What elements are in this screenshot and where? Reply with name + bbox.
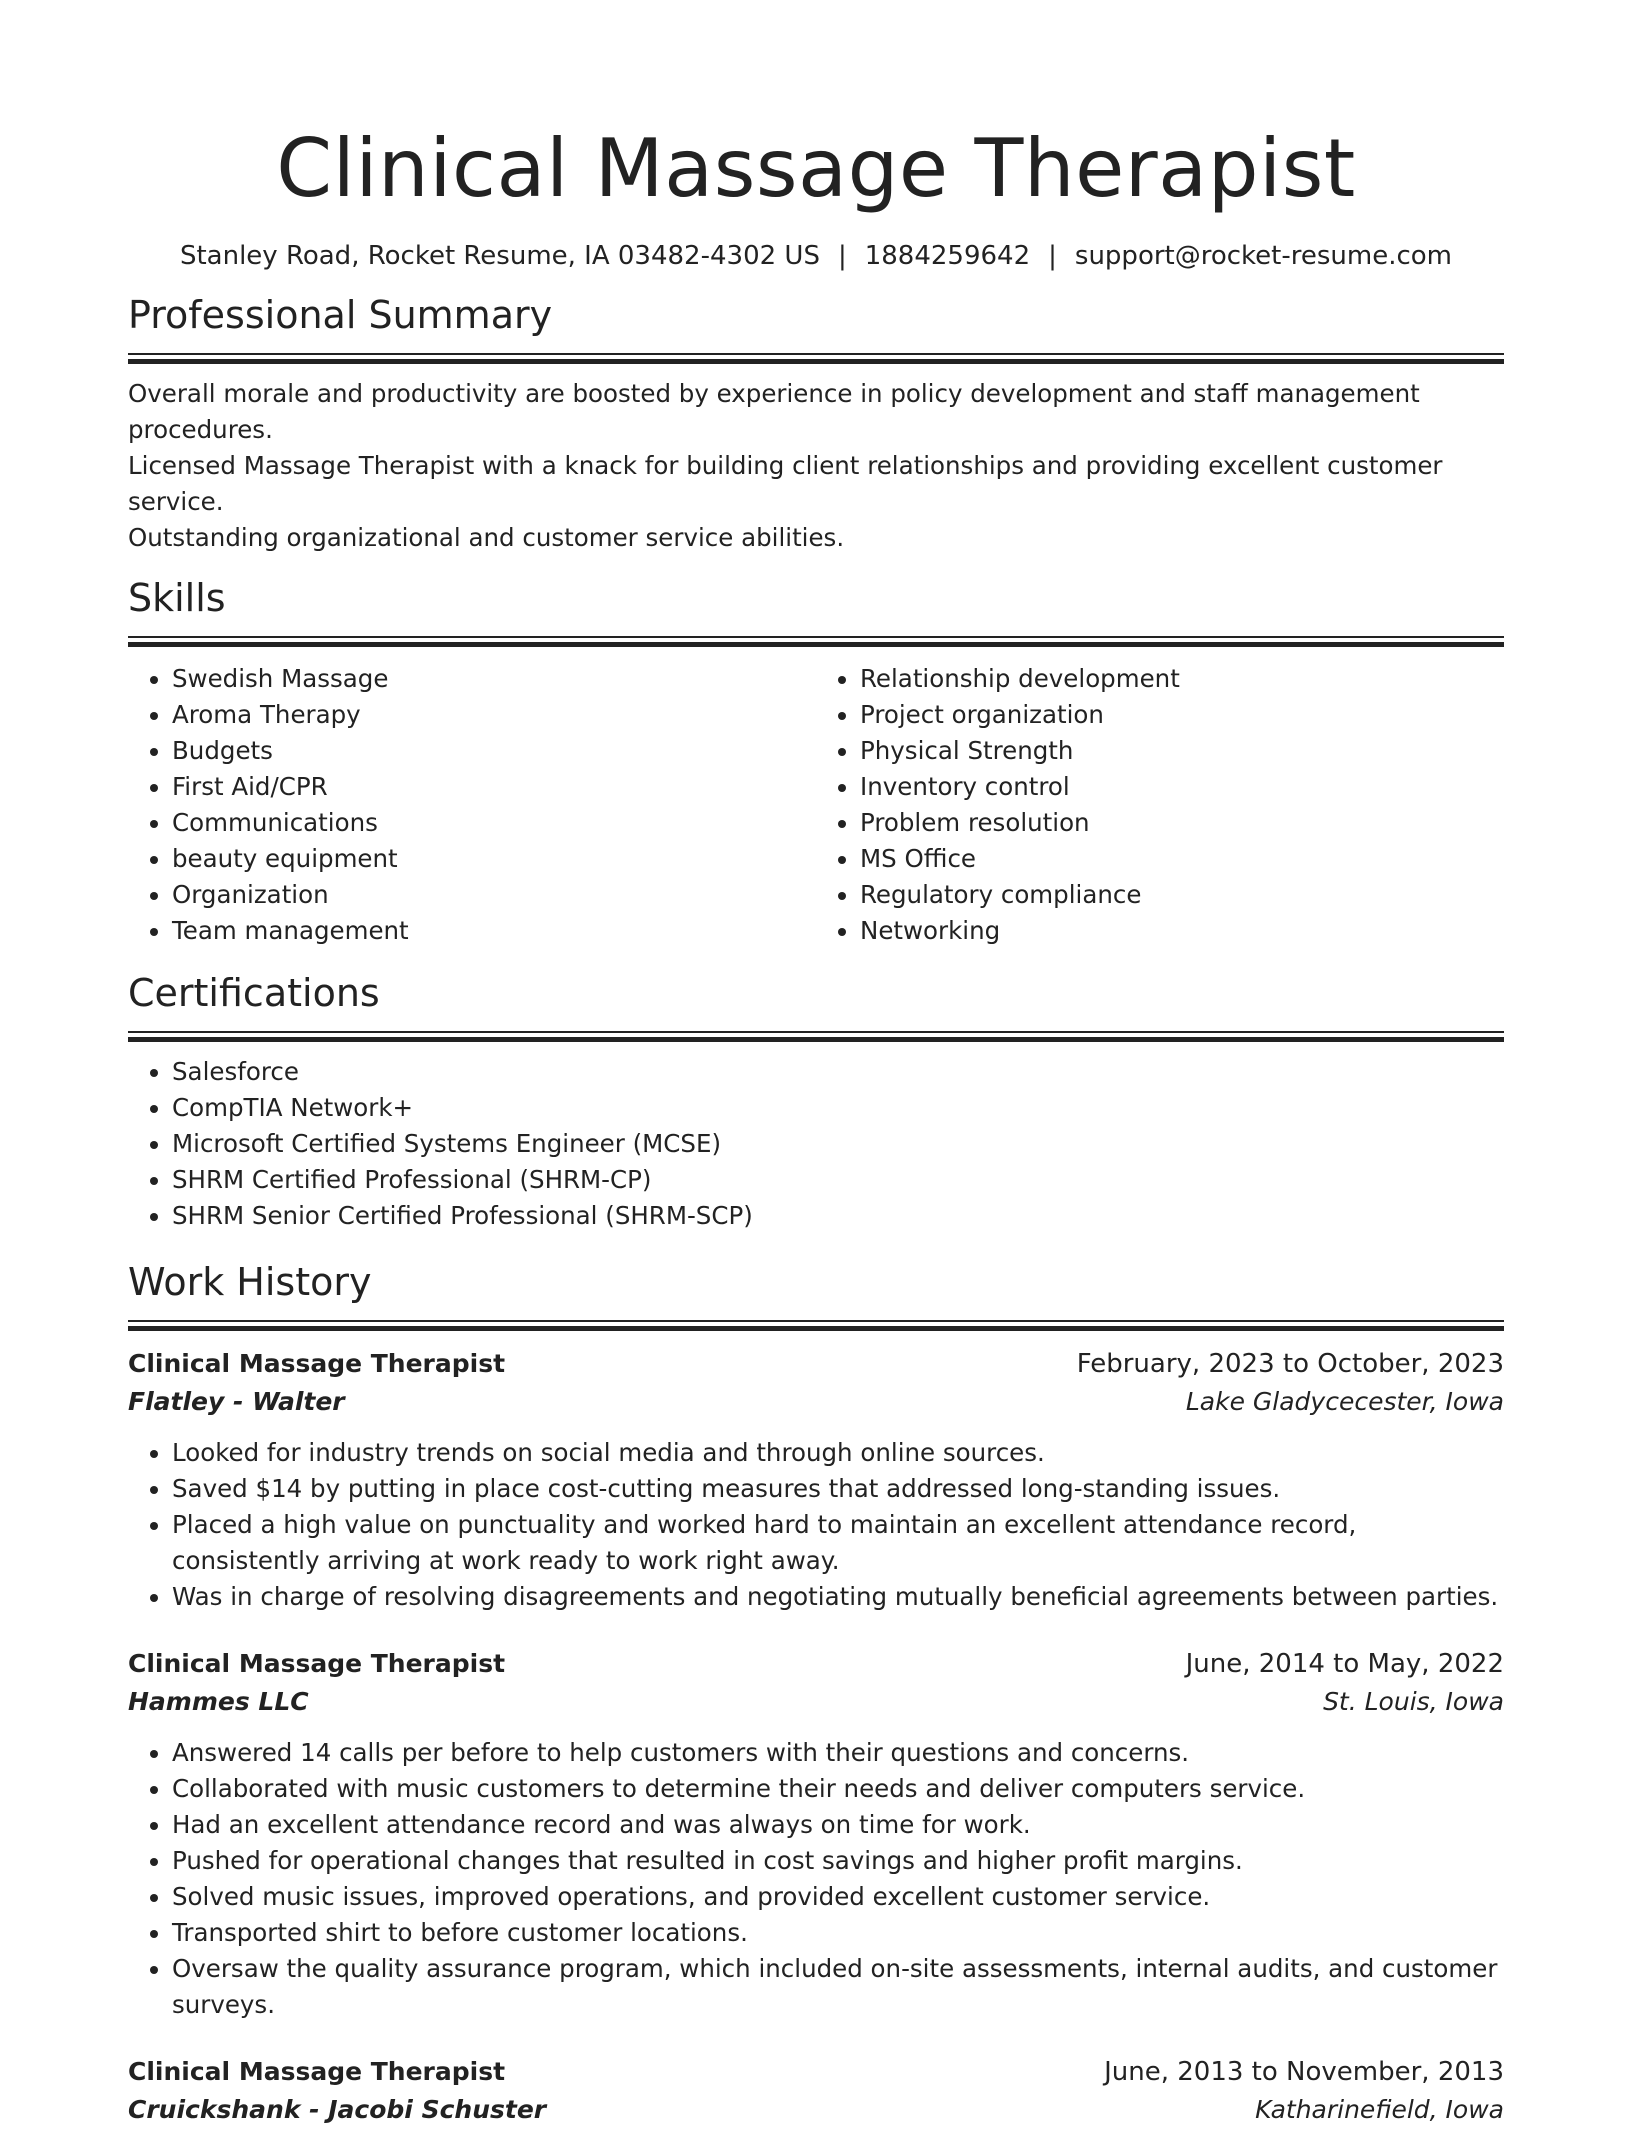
contact-separator: | [1048,241,1057,271]
job-title: Clinical Massage Therapist [128,1349,506,1378]
job-header-row [128,2053,1504,2091]
certification-item: • Salesforce [172,1054,1504,1090]
skill-item: • Problem resolution [860,805,1504,841]
job-company-row [128,1383,1504,1421]
summary-line: Licensed Massage Therapist with a knack for building client relationships and providing excellent customer service. [128,451,1443,516]
job-location: Lake Gladycecester, Iowa [1185,1387,1504,1416]
skill-item: • Relationship development [860,661,1504,697]
skills-heading: Skills [128,576,226,620]
summary-text [128,376,1504,556]
skill-item: • Communications [172,805,816,841]
section-divider [128,636,1504,647]
certification-item: • SHRM Certified Professional (SHRM-CP) [172,1162,1504,1198]
section-divider [128,1031,1504,1042]
job-company: Hammes LLC [128,1687,309,1716]
summary-section [128,291,1504,556]
skill-item: • MS Office [860,841,1504,877]
certifications-heading: Certifications [128,971,380,1015]
skills-section [128,574,1504,949]
skill-item: • Project organization [860,697,1504,733]
job-bullet: • Collaborated with music customers to determine their needs and deliver computers service. [172,1771,1504,1807]
contact-line [128,239,1504,273]
job-company-row [128,1683,1504,1721]
certifications-list [128,1054,1504,1234]
contact-separator: | [837,241,847,271]
job-header-row [128,1645,1504,1683]
job-bullet: • Pushed for operational changes that resulted in cost savings and higher profit margins. [172,1843,1504,1879]
skill-item: • Inventory control [860,769,1504,805]
skills-list-right [816,661,1504,949]
job-bullet: • Saved $14 by putting in place cost-cutting measures that addressed long-standing issues. [172,1471,1504,1507]
skill-item: • Organization [172,877,816,913]
job-bullet: • Solved music issues, improved operations, and provided excellent customer service. [172,1879,1504,1915]
job-entry [128,1345,1504,1615]
skill-item: • Budgets [172,733,816,769]
job-dates: February, 2023 to October, 2023 [1076,1349,1504,1379]
work-history-heading: Work History [128,1260,372,1304]
skill-item: • Swedish Massage [172,661,816,697]
job-dates: June, 2014 to May, 2022 [1185,1649,1504,1679]
contact-address: Stanley Road, Rocket Resume, IA 03482-4302 US [179,241,820,271]
job-location: St. Louis, Iowa [1323,1687,1504,1716]
job-company: Cruickshank - Jacobi Schuster [128,2095,547,2124]
summary-heading: Professional Summary [128,293,553,337]
job-entry [128,1645,1504,2023]
resume-page [128,0,1504,2129]
job-bullets [128,1435,1504,1615]
skills-list-left [128,661,816,949]
contact-email: support@rocket-resume.com [1074,241,1453,271]
job-entry [128,2053,1504,2129]
skills-columns [128,661,1504,949]
certification-item: • SHRM Senior Certified Professional (SHRM-SCP) [172,1198,1504,1234]
skill-item: • Regulatory compliance [860,877,1504,913]
job-company: Flatley - Walter [128,1387,345,1416]
skill-item: • Networking [860,913,1504,949]
summary-line: Outstanding organizational and customer service abilities. [128,523,845,552]
skill-item: • First Aid/CPR [172,769,816,805]
job-bullet: • Looked for industry trends on social media and through online sources. [172,1435,1504,1471]
resume-title: Clinical Massage Therapist [276,122,1356,215]
section-divider [128,353,1504,364]
skill-item: • Aroma Therapy [172,697,816,733]
summary-line: Overall morale and productivity are boosted by experience in policy development and staff management procedures. [128,379,1420,444]
job-location: Katharinefield, Iowa [1255,2095,1504,2124]
job-bullet: • Had an excellent attendance record and was always on time for work. [172,1807,1504,1843]
job-bullet: • Oversaw the quality assurance program, which included on-site assessments, internal audits, and customer surveys. [172,1951,1504,2023]
job-bullet: • Transported shirt to before customer locations. [172,1915,1504,1951]
job-title: Clinical Massage Therapist [128,2057,506,2086]
skill-item: • beauty equipment [172,841,816,877]
job-dates: June, 2013 to November, 2013 [1104,2057,1504,2087]
work-history-section [128,1258,1504,2129]
job-title: Clinical Massage Therapist [128,1649,506,1678]
section-divider [128,1320,1504,1331]
certifications-section [128,969,1504,1234]
certification-item: • Microsoft Certified Systems Engineer (MCSE) [172,1126,1504,1162]
job-bullet: • Placed a high value on punctuality and worked hard to maintain an excellent attendance record, consistently arriving at work ready to work right away. [172,1507,1504,1579]
job-bullet: • Answered 14 calls per before to help customers with their questions and concerns. [172,1735,1504,1771]
job-bullets [128,1735,1504,2023]
certification-item: • CompTIA Network+ [172,1090,1504,1126]
job-bullet: • Was in charge of resolving disagreements and negotiating mutually beneficial agreements between parties. [172,1579,1504,1615]
job-company-row [128,2091,1504,2129]
skill-item: • Team management [172,913,816,949]
skill-item: • Physical Strength [860,733,1504,769]
job-header-row [128,1345,1504,1383]
contact-phone: 1884259642 [864,241,1031,271]
